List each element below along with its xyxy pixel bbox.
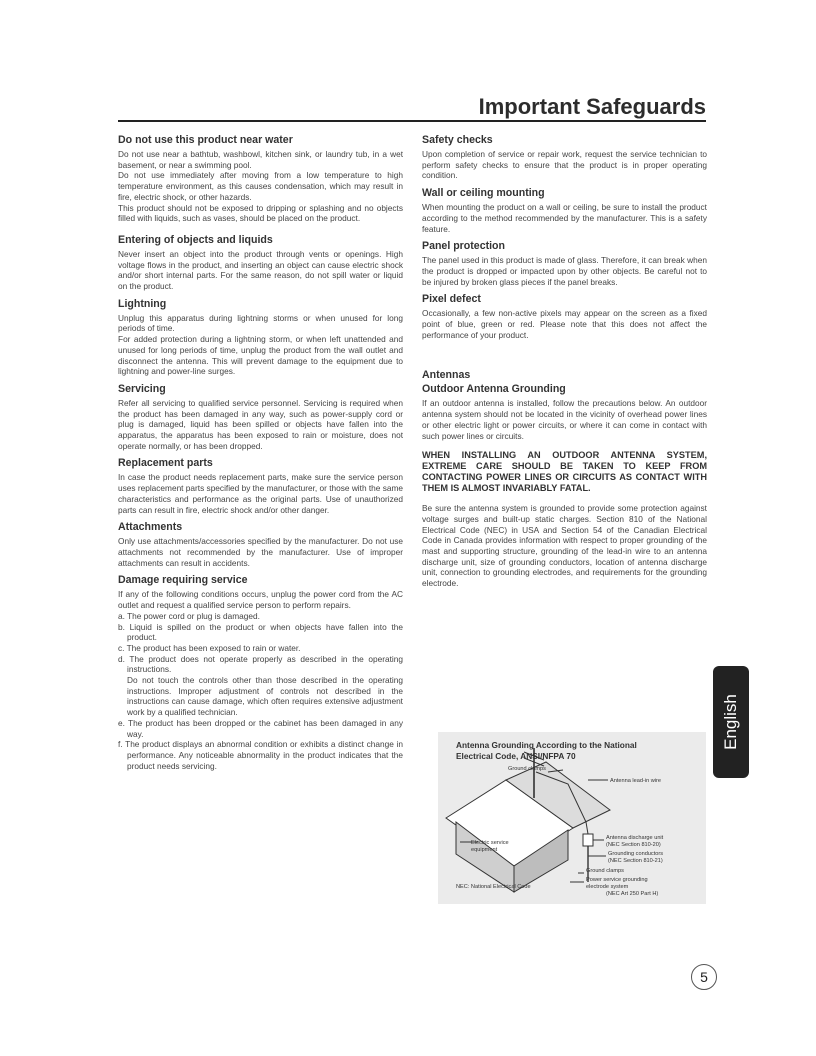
antenna-grounding-figure bbox=[438, 732, 706, 904]
label-power-service-1: Power service grounding bbox=[586, 877, 648, 883]
replacement-paragraph: In case the product needs replacement parts, make sure the service person uses replacement parts specified by the manufacturer, or those with the same characteristics and performance as the original parts. Use of unauthorized parts can result in fire, electric shock and/or other danger. bbox=[118, 472, 404, 515]
figure-title-line-1: Antenna Grounding According to the National bbox=[456, 740, 637, 750]
damage-paragraph: If any of the following conditions occurs, unplug the power cord from the AC outlet and request a qualified service person to perform repairs. bbox=[118, 589, 403, 611]
page-number: 5 bbox=[691, 964, 717, 990]
label-discharge-unit-1: Antenna discharge unit bbox=[606, 835, 664, 841]
right-column bbox=[422, 130, 707, 589]
heading-entering-objects: Entering of objects and liquids bbox=[118, 233, 273, 246]
heading-damage-requiring-service: Damage requiring service bbox=[118, 574, 248, 587]
wall-paragraph: When mounting the product on a wall or ceiling, be sure to install the product according to the method recommended by the manufacturer. This is a safety feature. bbox=[422, 202, 707, 234]
damage-item-d: d. The product does not operate properly as described in the operating instructions. bbox=[118, 653, 403, 675]
heading-outdoor-antenna-grounding: Outdoor Antenna Grounding bbox=[422, 383, 566, 396]
lightning-paragraph-1: Unplug this apparatus during lightning storms or when unused for long periods of time. bbox=[118, 312, 403, 334]
label-nec: NEC: National Electrical Code bbox=[456, 884, 531, 890]
water-paragraph-1: Do not use near a bathtub, washbowl, kitchen sink, or laundry tub, in a wet basement, or near a swimming pool. bbox=[118, 149, 403, 170]
label-ground-clamps-top: Ground clamps bbox=[508, 766, 546, 772]
heading-lightning: Lightning bbox=[118, 297, 167, 310]
label-electric-service-1: Electric service bbox=[471, 840, 509, 846]
label-power-service-3: (NEC Art 250 Part H) bbox=[606, 891, 659, 897]
lightning-paragraph-2: For added protection during a lightning storm, or when left unattended and unused for long periods of time, unplug the product from the wall outlet and disconnect the antenna. This will prevent damage to the equipment due to lightning and power-line surges. bbox=[118, 334, 403, 377]
entering-paragraph: Never insert an object into the product through vents or openings. High voltage flows in the product, and inserting an object can cause electric shock and/or short internal parts. For the same reason, do not spill water or liquid on the product. bbox=[118, 248, 403, 292]
label-power-service-2: electrode system bbox=[586, 884, 629, 890]
heading-wall-mounting: Wall or ceiling mounting bbox=[422, 187, 545, 200]
label-conductors-1: Grounding conductors bbox=[608, 851, 664, 857]
safety-paragraph: Upon completion of service or repair work, request the service technician to perform safety checks to ensure that the product is in proper operating condition. bbox=[422, 149, 707, 181]
figure-title-line-2: Electrical Code, ANSI/NFPA 70 bbox=[456, 751, 576, 761]
water-paragraph-3: This product should not be exposed to dripping or splashing and no objects filled with liquids, such as vases, should be placed on the product. bbox=[118, 202, 403, 224]
panel-paragraph: The panel used in this product is made of glass. Therefore, it can break when the product is dropped or impacted upon by other objects. Be careful not to be injured by broken glass pieces if the panel breaks. bbox=[422, 255, 707, 287]
heading-safety-checks: Safety checks bbox=[422, 134, 493, 146]
language-tab bbox=[713, 666, 749, 778]
heading-pixel-defect: Pixel defect bbox=[422, 293, 481, 306]
label-ground-clamps-bottom: Ground clamps bbox=[586, 868, 624, 874]
label-discharge-unit-2: (NEC Section 810-20) bbox=[606, 842, 661, 848]
label-electric-service-2: equipment bbox=[471, 847, 498, 853]
label-lead-in-wire: Antenna lead-in wire bbox=[610, 778, 661, 784]
antenna-warning: WHEN INSTALLING AN OUTDOOR ANTENNA SYSTEM, EXTREME CARE SHOULD BE TAKEN TO KEEP FROM CONTACTING POWER LINES OR CIRCUITS AS CONTACT WITH THEM IS ALMOST INVARIABLY FATAL. bbox=[422, 450, 707, 494]
label-conductors-2: (NEC Section 810-21) bbox=[608, 858, 663, 864]
servicing-paragraph: Refer all servicing to qualified service personnel. Servicing is required when the product has been damaged in any way, such as power-supply cord or plug is damaged, liquid has been spilled or objects have fallen into the apparatus, the apparatus has been exposed to rain or moisture, does not operate normally, or has been dropped. bbox=[118, 397, 403, 451]
heading-replacement-parts: Replacement parts bbox=[118, 457, 213, 470]
attachments-paragraph: Only use attachments/accessories specified by the manufacturer. Do not use attachments not recommended by the manufacturer. Use of improper attachments can result in accidents. bbox=[118, 536, 403, 568]
water-paragraph-2: Do not use immediately after moving from a low temperature to high temperature environment, as this causes condensation, which may result in fire, electric shock, or other hazards. bbox=[118, 170, 403, 202]
left-column bbox=[118, 130, 403, 771]
heading-attachments: Attachments bbox=[118, 521, 183, 534]
damage-item-d-continued: Do not touch the controls other than those described in the operating instructions. Improper adjustment of controls not described in the instructions can cause damage, which often requires extensive adjustment work by a qualified technician. bbox=[127, 675, 403, 718]
discharge-unit bbox=[583, 834, 593, 846]
heading-servicing: Servicing bbox=[118, 382, 166, 395]
heading-panel-protection: Panel protection bbox=[422, 240, 505, 253]
pixel-paragraph: Occasionally, a few non-active pixels may appear on the screen as a fixed point of blue, green or red. Please note that this does not affect the performance of your product. bbox=[422, 308, 707, 340]
damage-item-e: e. The product has been dropped or the cabinet has been damaged in any way. bbox=[118, 717, 403, 739]
damage-item-c: c. The product has been exposed to rain or water. bbox=[118, 642, 301, 653]
damage-item-b: b. Liquid is spilled on the product or when objects have fallen into the product. bbox=[118, 621, 403, 643]
grounding-diagram bbox=[438, 732, 706, 904]
damage-item-a: a. The power cord or plug is damaged. bbox=[118, 610, 260, 621]
title-rule bbox=[118, 120, 706, 122]
language-tab-label: English bbox=[721, 694, 740, 750]
heading-antennas: Antennas bbox=[422, 369, 471, 382]
antennas-paragraph-2: Be sure the antenna system is grounded to provide some protection against voltage surges and built-up static charges. Section 810 of the National Electrical Code (NEC) in USA and Section 54 of the Canadian Electrical Code in Canada provides information with respect to proper grounding of the mast and supporting structure, grounding of the lead-in wire to an antenna discharge unit, size of grounding conductors, location of antenna discharge unit, connection to grounding electrodes, and requirements for the grounding electrode. bbox=[422, 503, 707, 589]
heading-water: Do not use this product near water bbox=[118, 134, 293, 146]
page-title: Important Safeguards bbox=[478, 94, 706, 119]
antennas-paragraph-1: If an outdoor antenna is installed, follow the precautions below. An outdoor antenna system should not be located in the vicinity of overhead power lines or other electric light or power circuits, or where it can come in contact with such power lines or circuits. bbox=[422, 398, 707, 441]
damage-item-f: f. The product displays an abnormal condition or exhibits a distinct change in performance. Any noticeable abnormality in the product indicates that the product needs servicing. bbox=[118, 739, 403, 771]
